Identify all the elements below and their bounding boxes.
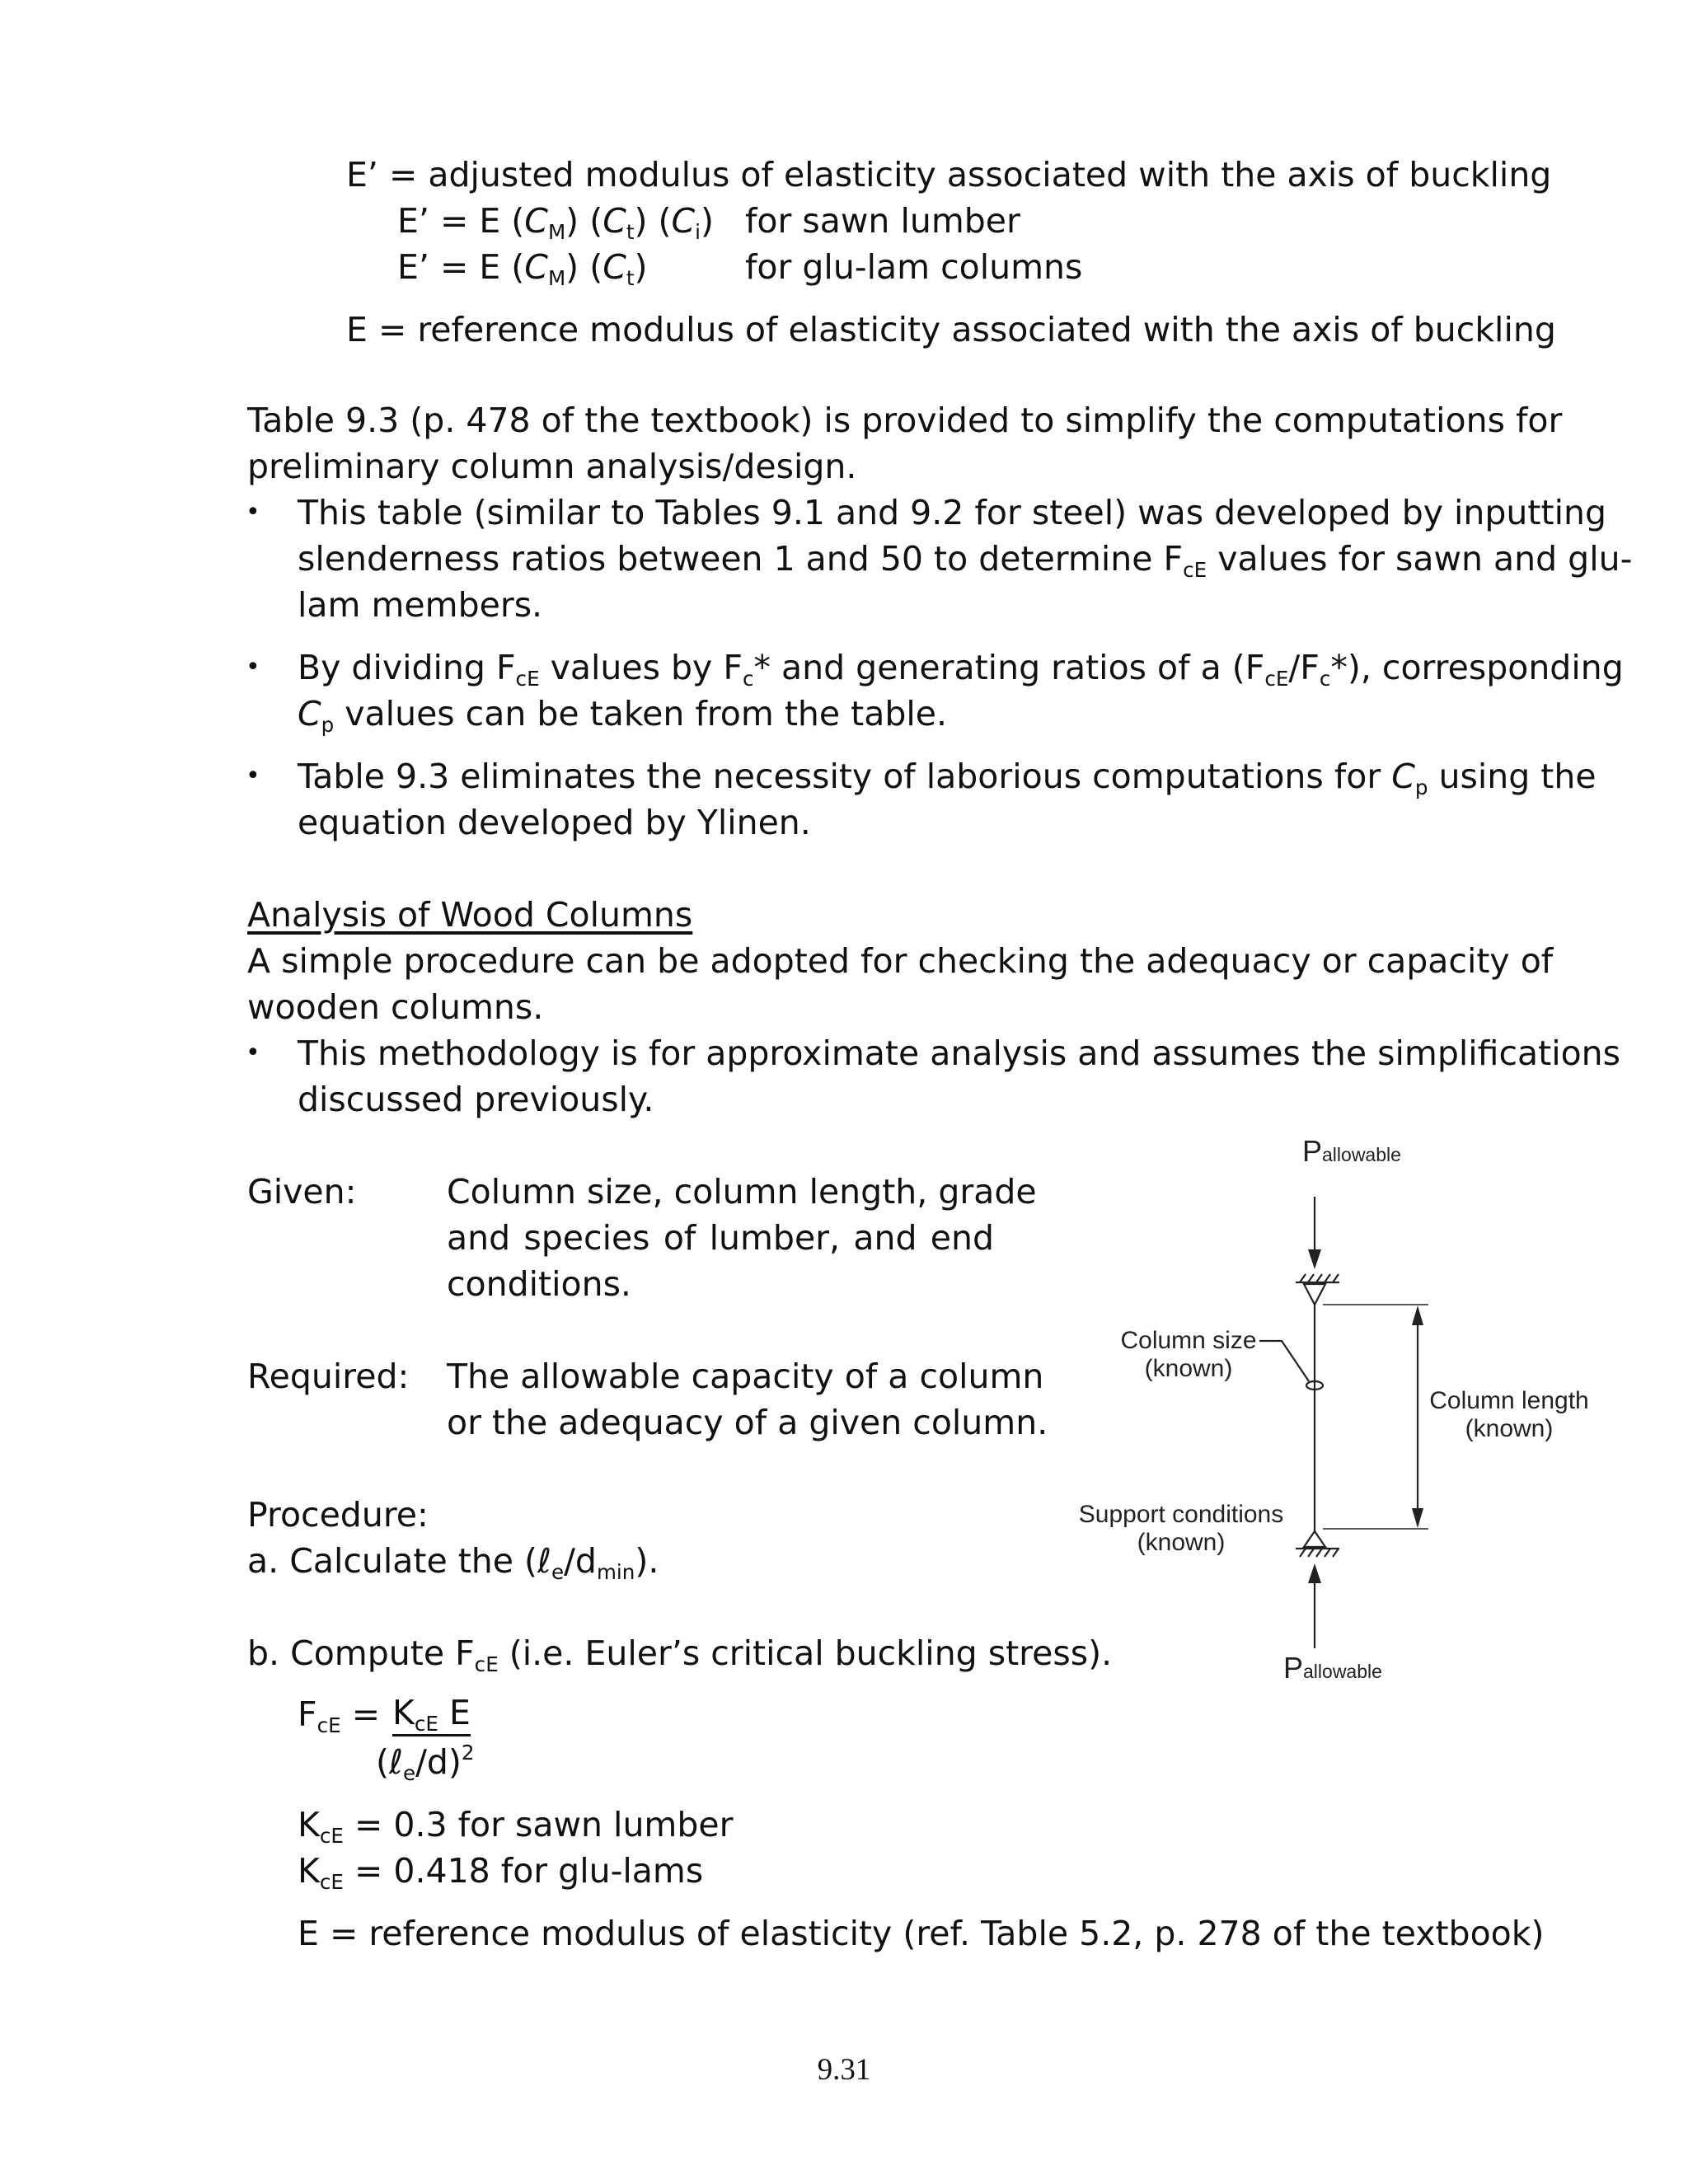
top-load-arrowhead [1308, 1249, 1321, 1269]
analysis-line-1: A simple procedure can be adopted for checking the adequacy or capacity of [247, 941, 1554, 981]
bullet4-line1: This methodology is for approximate analysis and assumes the simplifications [298, 1033, 1621, 1073]
procedure-step-b: b. Compute $F_{cE}$ (i.e. Euler’s critical buckling stress). [247, 1633, 1113, 1676]
intro-line-2: preliminary column analysis/design. [247, 447, 857, 486]
p-allowable-bottom: Pallowable [1283, 1651, 1382, 1685]
e-prime-definition: E’ = adjusted modulus of elasticity associated with the axis of buckling [346, 155, 1552, 194]
bullet3-line1: Table 9.3 eliminates the necessity of laborious computations for $C_p$ using the [298, 757, 1597, 799]
procedure-label: Procedure: [247, 1495, 429, 1535]
support-conditions-label: Support conditions (known) [1078, 1501, 1284, 1556]
required-line-1: The allowable capacity of a column [447, 1357, 1044, 1396]
e-prime-sawn-formula: E’ = E $(C_M)$ $(C_t)$ $(C_i)$ [397, 201, 715, 244]
given-line-1: Column size, column length, grade [447, 1172, 1037, 1212]
bullet4-line2: discussed previously. [298, 1080, 654, 1119]
section-heading: Analysis of Wood Columns [247, 895, 693, 935]
fce-formula-numerator: $K_{cE}$ E [392, 1693, 471, 1736]
given-line-2: and species of lumber, and end [447, 1218, 994, 1258]
bullet3-line2: equation developed by Ylinen. [298, 803, 811, 842]
bullet1-line3: lam members. [298, 585, 543, 625]
fce-formula-lhs: $F_{cE}$ = [298, 1694, 381, 1737]
column-length-label: Column length (known) [1429, 1387, 1589, 1442]
bullet1-line1: This table (similar to Tables 9.1 and 9.2 for steel) was developed by inputting [298, 493, 1606, 532]
bullet-dot: • [246, 653, 260, 682]
required-line-2: or the adequacy of a given column. [447, 1403, 1048, 1442]
page-number: 9.31 [817, 2053, 871, 2087]
column-size-label: Column size (known) [1120, 1327, 1257, 1382]
analysis-line-2: wooden columns. [247, 987, 544, 1027]
bottom-pin-support [1304, 1531, 1325, 1547]
fce-formula-denominator: (ℓ$_e$/d)$^2$ [376, 1740, 475, 1785]
procedure-step-a: a. Calculate the $(\ell_e/d_{min})$. [247, 1541, 659, 1584]
bottom-load-arrowhead [1308, 1563, 1321, 1583]
bullet2-line2: $C_p$ values can be taken from the table. [298, 694, 948, 737]
bullet2-line1: By dividing $F_{cE}$ values by $F_c*$ and generating ratios of a $(F_{cE}/F_c*)$, corresponding [298, 648, 1624, 691]
p-allowable-top: Pallowable [1302, 1134, 1401, 1168]
bullet-dot: • [246, 498, 260, 527]
e-prime-glulam-formula: E’ = E $(C_M)$ $(C_t)$ [397, 247, 648, 290]
given-label: Given: [247, 1172, 357, 1212]
e-prime-glulam-desc: for glu-lam columns [745, 247, 1083, 287]
e-prime-sawn-desc: for sawn lumber [745, 201, 1020, 241]
kce-glulam: $K_{cE} = 0.418$ for glu-lams [298, 1851, 704, 1894]
e-definition: E = reference modulus of elasticity associated with the axis of buckling [346, 310, 1556, 349]
bullet1-line2: slenderness ratios between 1 and 50 to determine $F_{cE}$ values for sawn and glu- [298, 539, 1633, 582]
top-pin-support [1304, 1284, 1325, 1305]
given-line-3: conditions. [447, 1264, 631, 1304]
required-label: Required: [247, 1357, 410, 1396]
bullet-dot: • [246, 1038, 260, 1067]
kce-sawn: $K_{cE} = 0.3$ for sawn lumber [298, 1805, 734, 1848]
bullet-dot: • [246, 762, 260, 790]
e-reference: E = reference modulus of elasticity (ref. Table 5.2, p. 278 of the textbook) [298, 1914, 1545, 1953]
intro-line-1: Table 9.3 (p. 478 of the textbook) is provided to simplify the computations for [247, 401, 1563, 440]
